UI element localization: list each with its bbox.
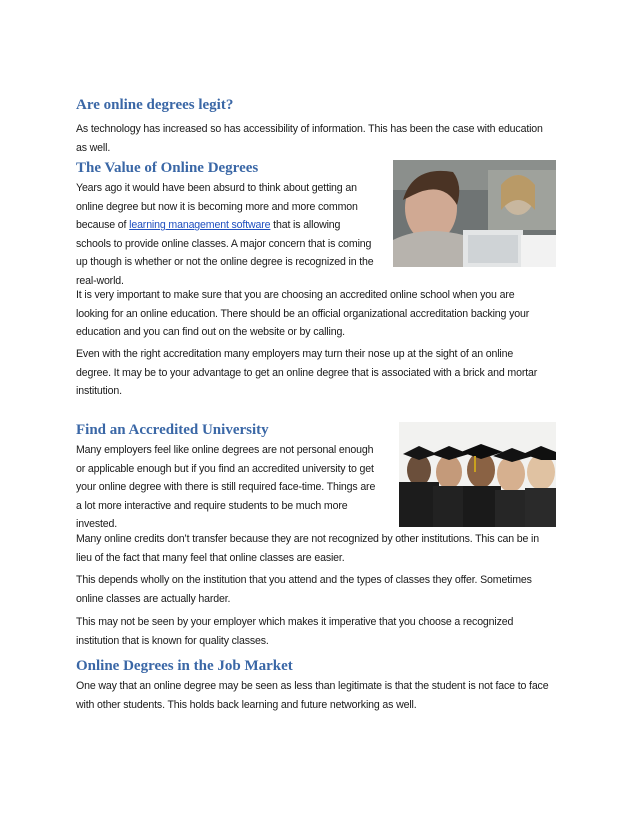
paragraph-institution: This depends wholly on the institution that you attend and the types of classes they offer. Sometimes online classes are actually harder. <box>76 574 532 605</box>
graduates-photo <box>399 422 556 527</box>
heading-find-accredited-university: Find an Accredited University <box>76 422 269 438</box>
learning-management-software-link[interactable]: learning management software <box>129 219 271 232</box>
paragraph-accreditation: It is very important to make sure that you are choosing an accredited online school when you are looking for an online education. There should be an official organizational accreditation backing your education and you can find out on the website or by calling. <box>76 289 530 339</box>
paragraph-accredited: Many employers feel like online degrees are not personal enough or applicable enough but if you find an accredited university to get your online degree with there is still required face-time. Things are a lot more interactive and require students to be much more invested. <box>76 444 376 531</box>
heading-are-online-degrees-legit: Are online degrees legit? <box>76 97 234 113</box>
students-at-computers-photo <box>393 160 556 267</box>
paragraph-job-market: One way that an online degree may be seen as less than legitimate is that the student is not face to face with other students. This holds back learning and future networking as well. <box>76 680 549 711</box>
heading-value-of-online-degrees: The Value of Online Degrees <box>76 160 259 176</box>
heading-job-market: Online Degrees in the Job Market <box>76 658 293 674</box>
paragraph-employer-recognition: This may not be seen by your employer which makes it imperative that you choose a recognized institution that is known for quality classes. <box>76 616 514 647</box>
paragraph-credits-transfer: Many online credits don’t transfer because they are not recognized by other institutions. This can be in lieu of the fact that many feel that online classes are easier. <box>76 533 539 564</box>
paragraph-intro: As technology has increased so has accessibility of information. This has been the case with education as well. <box>76 123 543 154</box>
paragraph-value: Years ago it would have been absurd to think about getting an online degree but now it is becoming more and more common because of learning management software that is allowing schools to provide online classes. A major concern that is coming up though is whether or not the online degree is recognized in the real-world. <box>76 182 374 287</box>
paragraph-employers: Even with the right accreditation many employers may turn their nose up at the sight of an online degree. It may be to your advantage to get an online degree that is associated with a brick and mortar institution. <box>76 348 538 398</box>
